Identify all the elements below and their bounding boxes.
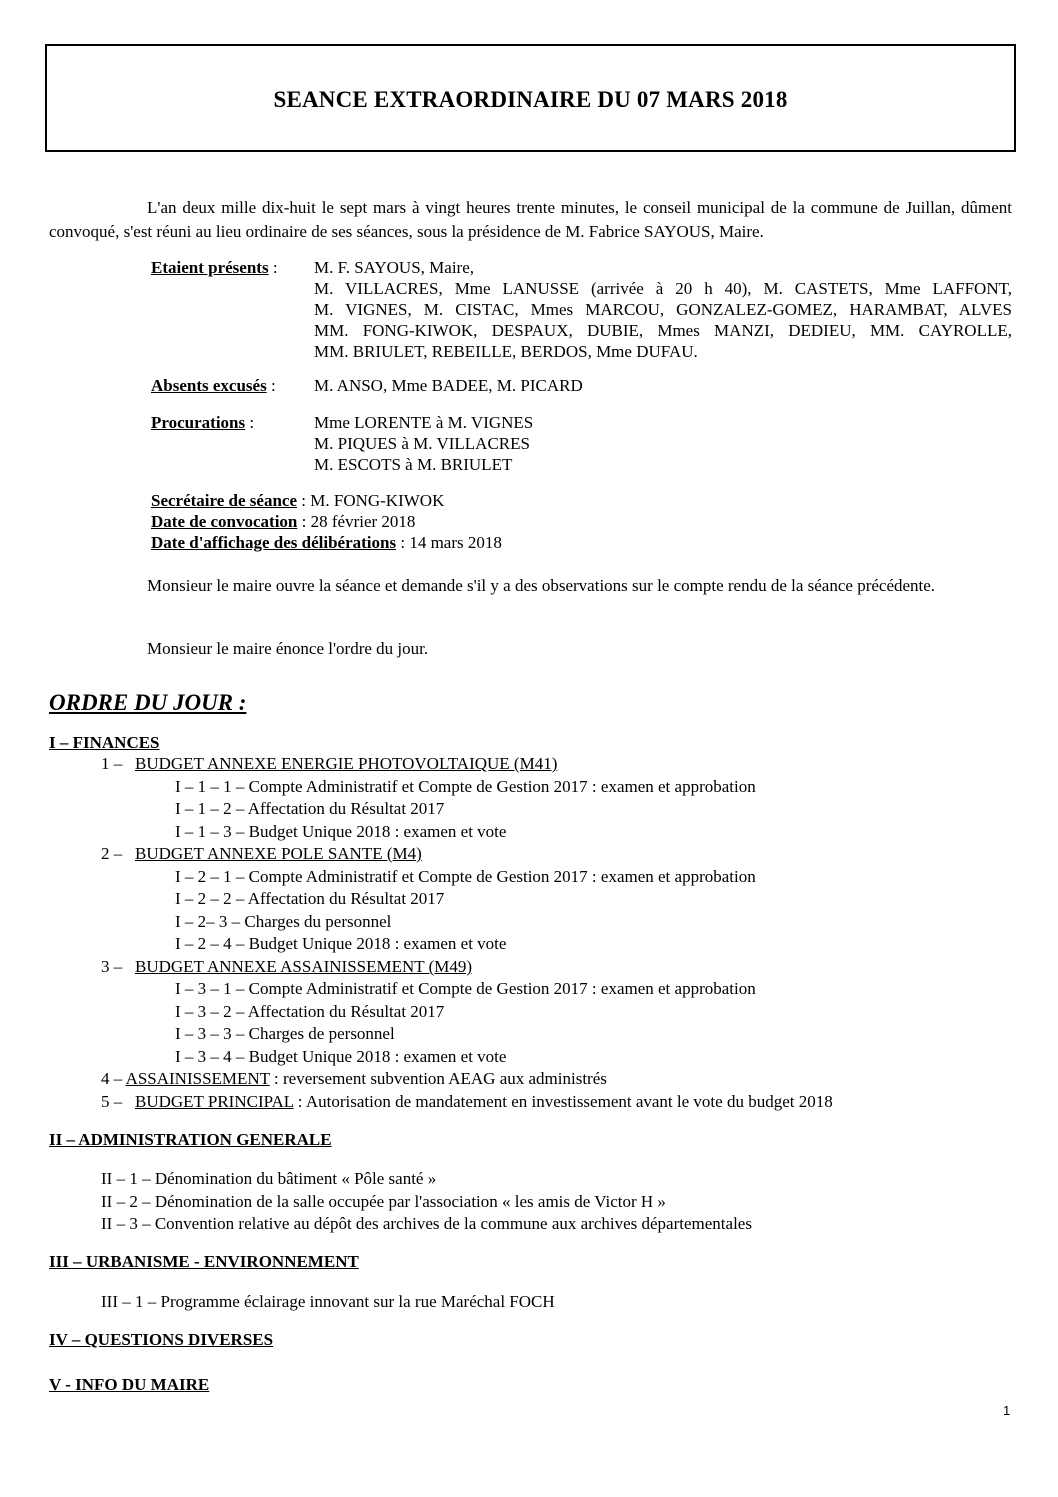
agenda-item: II – 2 – Dénomination de la salle occupée par l'association « les amis de Victor H »	[101, 1192, 666, 1211]
secretaire-value: M. FONG-KIWOK	[310, 491, 445, 510]
affichage-label: Date d'affichage des délibérations	[151, 533, 397, 552]
agenda-item: I – 1 – 3 – Budget Unique 2018 : examen et vote	[175, 822, 507, 841]
page-number: 1	[1003, 1403, 1011, 1418]
agenda-item: I – 3 – 4 – Budget Unique 2018 : examen et vote	[175, 1047, 507, 1066]
procurations-label-row: Procurations :	[151, 413, 255, 432]
budget-4-line	[101, 1068, 607, 1090]
budget-1-title: BUDGET ANNEXE ENERGIE PHOTOVOLTAIQUE (M41)	[135, 754, 558, 773]
budget-4-number: 4 –	[101, 1069, 123, 1088]
agenda-item: I – 2– 3 – Charges du personnel	[175, 912, 392, 931]
presents-line: M. F. SAYOUS, Maire,	[314, 258, 475, 277]
presents-line: MM. FONG-KIWOK, DESPAUX, DUBIE, Mmes MANZI, DEDIEU, MM. CAYROLLE,	[314, 321, 1012, 340]
section-urbanisme: III – URBANISME - ENVIRONNEMENT	[49, 1252, 359, 1271]
section-questions-diverses: IV – QUESTIONS DIVERSES	[49, 1330, 274, 1349]
agenda-item: I – 3 – 2 – Affectation du Résultat 2017	[175, 1002, 445, 1021]
agenda-item: I – 1 – 1 – Compte Administratif et Compte de Gestion 2017 : examen et approbation	[175, 777, 756, 796]
budget-2-number: 2 –	[101, 844, 123, 863]
budget-4-text: : reversement subvention AEAG aux administrés	[269, 1069, 607, 1088]
agenda-item: III – 1 – Programme éclairage innovant sur la rue Maréchal FOCH	[101, 1292, 555, 1311]
budget-5-title: BUDGET PRINCIPAL	[135, 1092, 294, 1111]
affichage-row: Date d'affichage des délibérations : 14 mars 2018	[151, 533, 502, 552]
ordre-du-jour-heading: ORDRE DU JOUR :	[49, 690, 247, 715]
budget-5-line	[101, 1091, 833, 1113]
presents-label-row: Etaient présents :	[151, 258, 278, 277]
presents-label: Etaient présents	[151, 258, 269, 277]
budget-5-text: : Autorisation de mandatement en investissement avant le vote du budget 2018	[293, 1092, 833, 1111]
section-finances: I – FINANCES	[49, 733, 160, 752]
budget-2-title: BUDGET ANNEXE POLE SANTE (M4)	[135, 844, 422, 863]
secretaire-label: Secrétaire de séance	[151, 491, 298, 510]
budget-5-number: 5 –	[101, 1092, 123, 1111]
agenda-item: II – 3 – Convention relative au dépôt des archives de la commune aux archives départementales	[101, 1214, 752, 1233]
secretaire-row: Secrétaire de séance : M. FONG-KIWOK	[151, 491, 445, 510]
agenda-item: I – 1 – 2 – Affectation du Résultat 2017	[175, 799, 445, 818]
procurations-label: Procurations	[151, 413, 246, 432]
agenda-item: I – 2 – 2 – Affectation du Résultat 2017	[175, 889, 445, 908]
presents-line: M. VIGNES, M. CISTAC, Mmes MARCOU, GONZALEZ-GOMEZ, HARAMBAT, ALVES	[314, 300, 1012, 319]
procuration-line: M. ESCOTS à M. BRIULET	[314, 455, 513, 474]
convocation-value: 28 février 2018	[310, 512, 416, 531]
opening-paragraph: Monsieur le maire ouvre la séance et demande s'il y a des observations sur le compte rendu de la séance précédente.	[147, 576, 936, 595]
budget-1-heading	[101, 753, 557, 775]
title-box	[45, 44, 1016, 152]
affichage-value: 14 mars 2018	[409, 533, 502, 552]
agenda-item: I – 2 – 1 – Compte Administratif et Compte de Gestion 2017 : examen et approbation	[175, 867, 756, 886]
absents-value: M. ANSO, Mme BADEE, M. PICARD	[314, 376, 583, 395]
agenda-item: I – 3 – 3 – Charges de personnel	[175, 1024, 395, 1043]
agenda-item: I – 2 – 4 – Budget Unique 2018 : examen et vote	[175, 934, 507, 953]
presents-line: MM. BRIULET, REBEILLE, BERDOS, Mme DUFAU.	[314, 342, 698, 361]
agenda-item: I – 3 – 1 – Compte Administratif et Compte de Gestion 2017 : examen et approbation	[175, 979, 756, 998]
agenda-intro: Monsieur le maire énonce l'ordre du jour.	[147, 639, 429, 658]
absents-label: Absents excusés	[151, 376, 267, 395]
presents-list	[314, 257, 1012, 362]
procuration-line: Mme LORENTE à M. VIGNES	[314, 413, 534, 432]
presents-line: M. VILLACRES, Mme LANUSSE (arrivée à 20 h 40), M. CASTETS, Mme LAFFONT,	[314, 279, 1012, 298]
budget-3-number: 3 –	[101, 957, 123, 976]
page-title: SEANCE EXTRAORDINAIRE DU 07 MARS 2018	[273, 87, 788, 112]
procurations-list	[314, 412, 1012, 475]
agenda-item: II – 1 – Dénomination du bâtiment « Pôle santé »	[101, 1169, 437, 1188]
section-administration: II – ADMINISTRATION GENERALE	[49, 1130, 332, 1149]
budget-4-title: ASSAINISSEMENT	[125, 1069, 270, 1088]
procuration-line: M. PIQUES à M. VILLACRES	[314, 434, 530, 453]
convocation-label: Date de convocation	[151, 512, 298, 531]
budget-2-heading	[101, 843, 422, 865]
budget-3-title: BUDGET ANNEXE ASSAINISSEMENT (M49)	[135, 957, 473, 976]
section-info-maire: V - INFO DU MAIRE	[49, 1375, 210, 1394]
budget-3-heading	[101, 956, 472, 978]
budget-1-number: 1 –	[101, 754, 123, 773]
intro-paragraph: L'an deux mille dix-huit le sept mars à vingt heures trente minutes, le conseil municipal de la commune de Juillan, dûment convoqué, s'est réuni au lieu ordinaire de ses séances, sous la présidence de M. Fabrice SAYOUS, Maire.	[49, 198, 1012, 241]
absents-label-row: Absents excusés :	[151, 376, 276, 395]
convocation-row: Date de convocation : 28 février 2018	[151, 512, 416, 531]
